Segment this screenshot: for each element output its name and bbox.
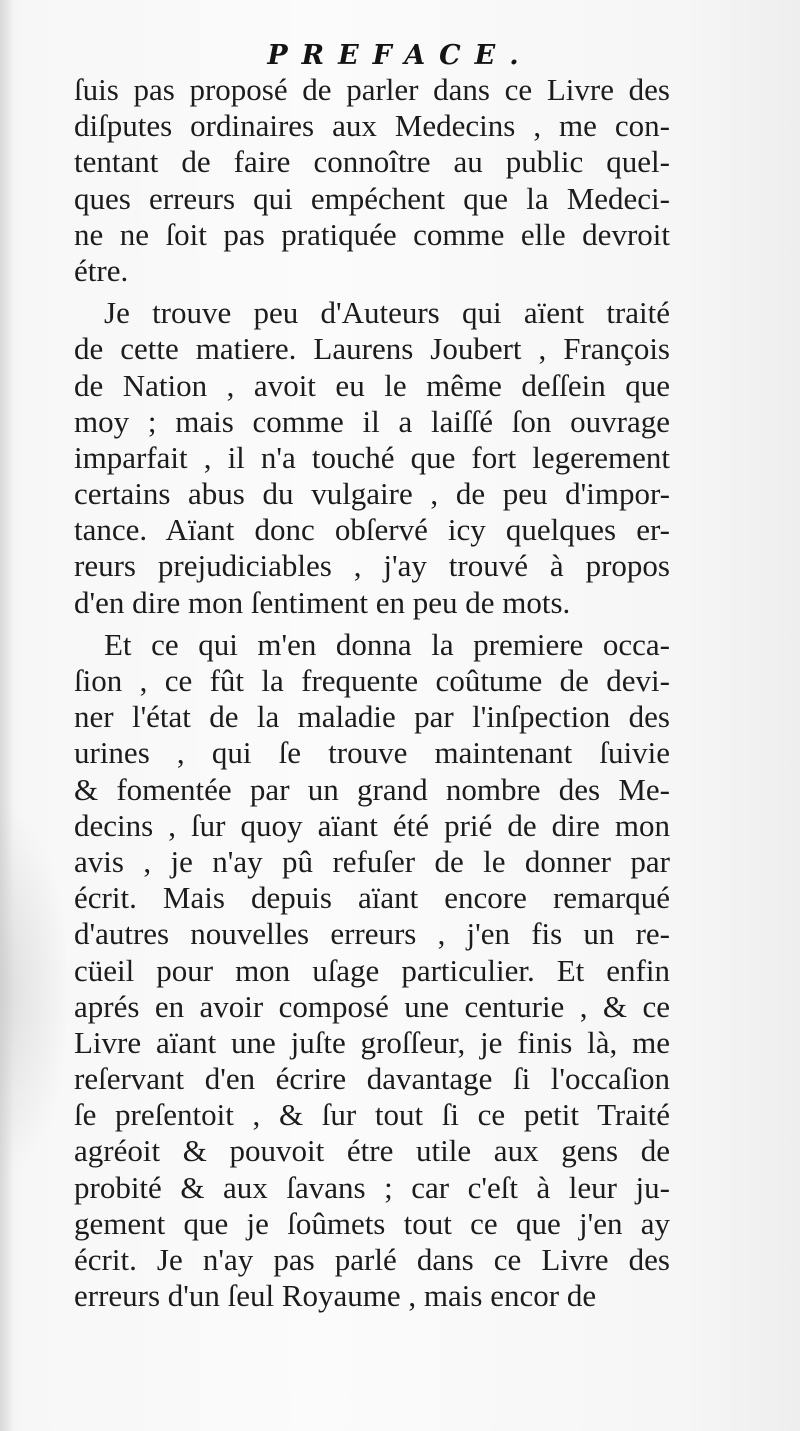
text-line: erreurs d'un ſeul Royaume , mais encor de <box>74 1278 597 1314</box>
paragraph <box>74 627 670 1315</box>
text-line: ner l'état de la maladie par l'inſpection des <box>74 699 670 735</box>
text-line: reurs prejudiciables , j'ay trouvé à propos <box>74 548 670 584</box>
text-line: urines , qui ſe trouve maintenant ſuivie <box>74 735 670 771</box>
text-line: étre. <box>74 252 129 288</box>
text-line: de cette matiere. Laurens Joubert , François <box>74 331 670 367</box>
text-line: écrit. Je n'ay pas parlé dans ce Livre des <box>74 1242 670 1277</box>
text-line: Livre aïant une juſte groſſeur, je finis là, me <box>74 1024 670 1060</box>
text-line: & fomentée par un grand nombre des Me- <box>74 771 670 807</box>
text-line: Et ce qui m'en donna la premiere occa- <box>104 626 670 662</box>
text-line: ſuis pas proposé de parler dans ce Livre des <box>74 72 670 107</box>
text-line: aprés en avoir composé une centurie , & ce <box>74 988 670 1024</box>
running-head: PREFACE. <box>267 40 533 71</box>
text-line: diſputes ordinaires aux Medecins , me con- <box>74 108 670 144</box>
text-line: tance. Aïant donc obſervé icy quelques er- <box>74 512 670 548</box>
text-line: de Nation , avoit eu le même deſſein que <box>74 367 670 403</box>
text-line: tentant de faire connoître au public quel- <box>74 144 670 180</box>
paragraph <box>74 295 670 621</box>
text-line: écrit. Mais depuis aïant encore remarqué <box>74 880 670 916</box>
text-line: moy ; mais comme il a laiſſé ſon ouvrage <box>74 403 670 439</box>
body-text <box>74 72 670 1314</box>
text-line: cüeil pour mon uſage particulier. Et enfin <box>74 952 670 988</box>
page-stain <box>0 800 70 1180</box>
text-line: imparfait , il n'a touché que fort legerement <box>74 439 670 475</box>
text-line: ques erreurs qui empéchent que la Medeci- <box>74 180 670 216</box>
text-line: ſe preſentoit , & ſur tout ſi ce petit Traité <box>74 1097 670 1133</box>
text-line: probité & aux ſavans ; car c'eſt à leur ju- <box>74 1169 670 1205</box>
text-line: decins , ſur quoy aïant été prié de dire mon <box>74 807 670 843</box>
text-line: certains abus du vulgaire , de peu d'impor- <box>74 476 670 512</box>
paragraph <box>74 72 670 289</box>
text-line: d'en dire mon ſentiment en peu de mots. <box>74 584 571 620</box>
text-line: Je trouve peu d'Auteurs qui aïent traité <box>104 295 670 331</box>
text-line: avis , je n'ay pû refuſer de le donner par <box>74 843 670 879</box>
text-line: ne ne ſoit pas pratiquée comme elle devroit <box>74 216 670 252</box>
text-line: reſervant d'en écrire davantage ſi l'occaſion <box>74 1061 670 1097</box>
text-line: d'autres nouvelles erreurs , j'en fis un re- <box>74 916 670 952</box>
text-line: gement que je ſoûmets tout ce que j'en ay <box>74 1205 670 1241</box>
text-line: ſion , ce fût la frequente coûtume de devi- <box>74 663 670 698</box>
text-line: agréoit & pouvoit étre utile aux gens de <box>74 1133 670 1169</box>
